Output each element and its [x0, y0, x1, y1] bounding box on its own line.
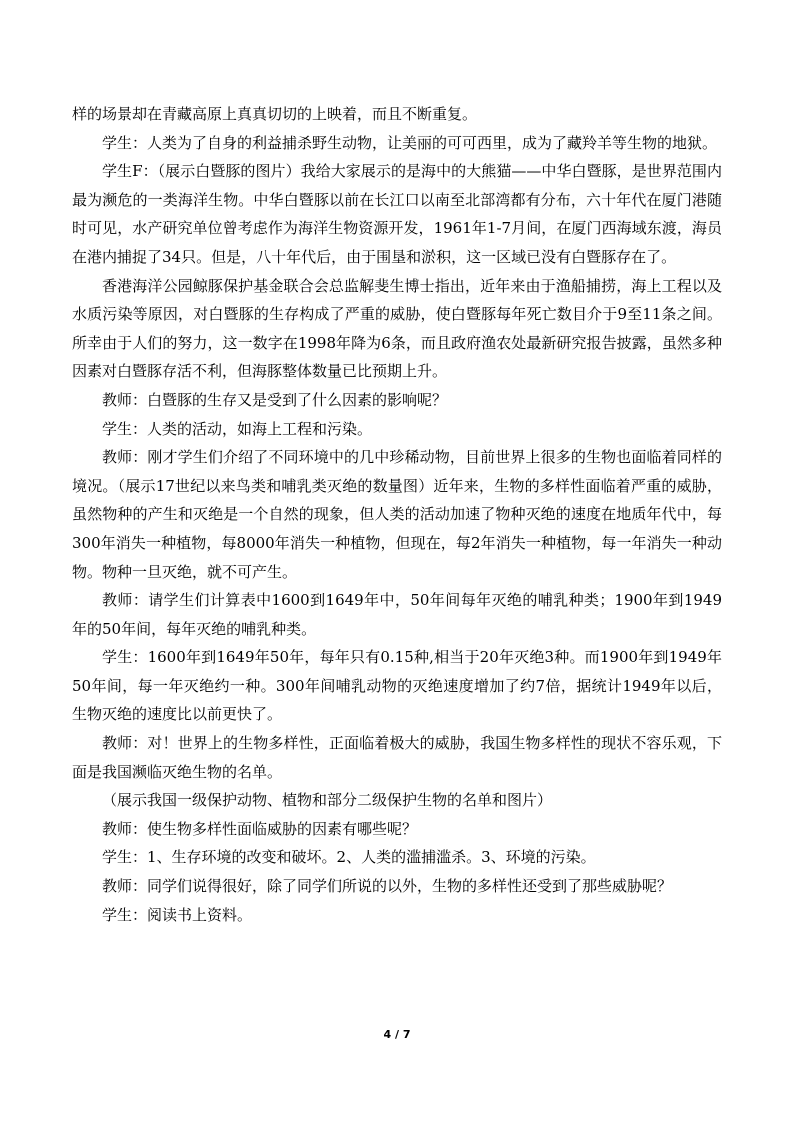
paragraph: 教师：刚才学生们介绍了不同环境中的几中珍稀动物，目前世界上很多的生物也面临着同样的境况。（展示17世纪以来鸟类和哺乳类灭绝的数量图）近年来，生物的多样性面临着严重的威胁，虽然物种的产生和灭绝是一个自然的现象，但人类的活动加速了物种灭绝的速度在地质年代中，每300年消失一种植物，每8000年消失一种植物，但现在，每2年消失一种植物，每一年消失一种动物。物种一旦灭绝，就不可产生。 [72, 448, 722, 581]
paragraph: 香港海洋公园鲸豚保护基金联合会总监解斐生博士指出，近年来由于渔船捕捞，海上工程以及水质污染等原因，对白暨豚的生存构成了严重的威胁，使白暨豚每年死亡数目介于9至11条之间。所幸由于人们的努力，这一数字在1998年降为6条，而且政府渔农处最新研究报告披露，虽然多种因素对白暨豚存活不利，但海豚整体数量已比预期上升。 [72, 276, 722, 381]
paragraph: （展示我国一级保护动物、植物和部分二级保护生物的名单和图片） [102, 791, 553, 810]
paragraph: 教师：白暨豚的生存又是受到了什么因素的影响呢？ [102, 390, 448, 409]
paragraph: 教师：同学们说得很好，除了同学们所说的以外，生物的多样性还受到了那些威胁呢？ [102, 877, 673, 896]
paragraph: 学生：1600年到1649年50年，每年只有0.15种,相当于20年灭绝3种。而1900年到1949年50年间，每一年灭绝约一种。300年间哺乳动物的灭绝速度增加了约7倍，据统计1949年以后，生物灭绝的速度比以前更快了。 [72, 648, 722, 724]
paragraph: 学生：人类为了自身的利益捕杀野生动物，让美丽的可可西里，成为了藏羚羊等生物的地狱。 [102, 133, 718, 152]
paragraph: 学生：阅读书上资料。 [102, 905, 253, 924]
page-number: 4 / 7 [383, 1028, 411, 1041]
body-text [72, 100, 722, 929]
paragraph: 样的场景却在青藏高原上真真切切的上映着，而且不断重复。 [72, 105, 478, 123]
paragraph: 学生：1、生存环境的改变和破坏。2、人类的滥捕滥杀。3、环境的污染。 [102, 848, 596, 867]
paragraph: 教师：请学生们计算表中1600到1649年中，50年间每年灭绝的哺乳种类；1900年到1949年的50年间，每年灭绝的哺乳种类。 [72, 591, 722, 638]
paragraph: 学生：人类的活动，如海上工程和污染。 [102, 419, 373, 438]
paragraph: 教师：使生物多样性面临威胁的因素有哪些呢？ [102, 819, 418, 838]
paragraph: 学生F：（展示白暨豚的图片）我给大家展示的是海中的大熊猫——中华白暨豚，是世界范围内最为濒危的一类海洋生物。中华白暨豚以前在长江口以南至北部湾都有分布，六十年代在厦门港随时可见，水产研究单位曾考虑作为海洋生物资源开发，1961年1-7月间，在厦门西海域东渡，海员在港内捕捉了34只。但是，八十年代后，由于围垦和淤积，这一区域已没有白暨豚存在了。 [72, 162, 722, 266]
paragraph: 教师：对！世界上的生物多样性，正面临着极大的威胁，我国生物多样性的现状不容乐观，下面是我国濒临灭绝生物的名单。 [72, 734, 722, 781]
